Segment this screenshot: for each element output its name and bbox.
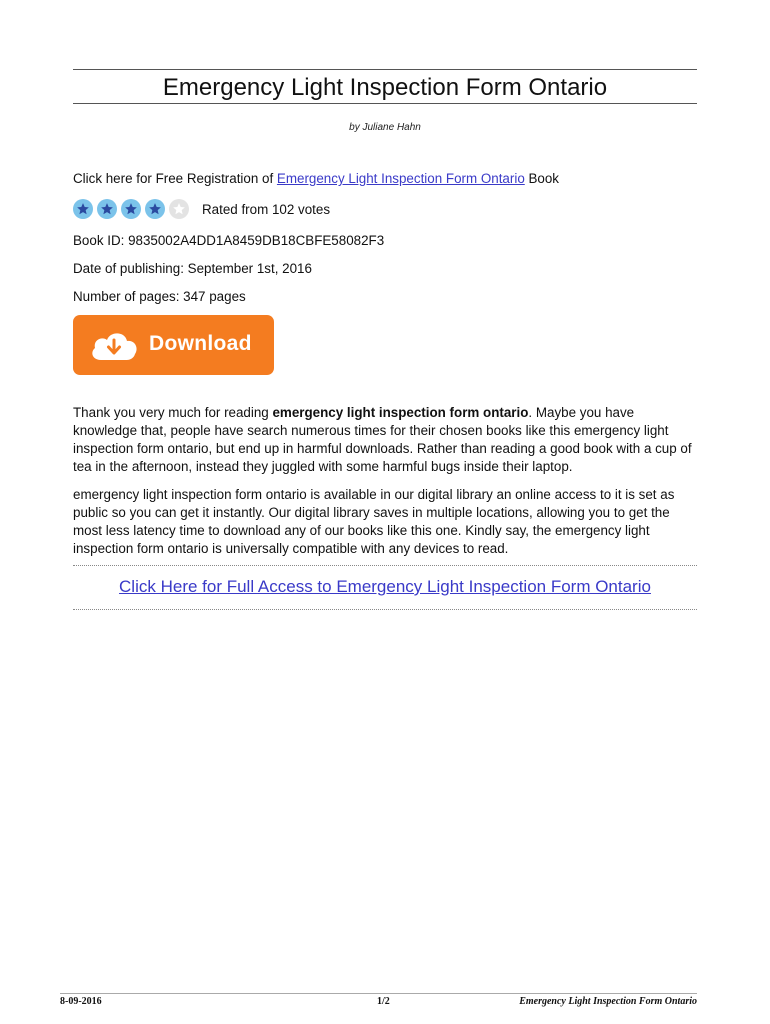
star-filled-icon (121, 199, 141, 219)
registration-line (73, 170, 559, 188)
dotted-divider-top (73, 565, 697, 566)
footer-rule (60, 993, 697, 994)
book-id: Book ID: 9835002A4DD1A8459DB18CBFE58082F3 (73, 233, 385, 248)
registration-link[interactable]: Emergency Light Inspection Form Ontario (276, 171, 525, 186)
star-filled-icon (97, 199, 117, 219)
page-title: Emergency Light Inspection Form Ontario (162, 74, 608, 101)
page-count: Number of pages: 347 pages (73, 289, 246, 304)
dotted-divider-bottom (73, 609, 697, 610)
intro-after: . Maybe you have knowledge that, people have search numerous times for their chosen books like this emergency light inspection form ontario, but end up in harmful downloads. Rather than reading a good book with a cup of tea in the afternoon, instead they juggled with some harmful bugs inside their laptop. (73, 405, 692, 474)
intro-bold: emergency light inspection form ontario (272, 405, 529, 420)
author-byline: by Juliane Hahn (349, 122, 421, 133)
title-top-rule (73, 69, 697, 70)
footer-page-number: 1/2 (377, 996, 390, 1007)
star-empty-icon (169, 199, 189, 219)
rating-text: Rated from 102 votes (202, 202, 331, 217)
star-rating (73, 199, 193, 221)
cloud-download-icon (87, 327, 141, 368)
title-bottom-rule (73, 103, 697, 104)
publishing-date: Date of publishing: September 1st, 2016 (73, 261, 312, 276)
download-button[interactable] (73, 315, 274, 375)
registration-suffix: Book (524, 171, 560, 186)
full-access-link[interactable]: Click Here for Full Access to Emergency Light Inspection Form Ontario (119, 577, 651, 596)
star-filled-icon (73, 199, 93, 219)
registration-prefix: Click here for Free Registration of (73, 171, 277, 186)
star-filled-icon (145, 199, 165, 219)
intro-paragraph (73, 404, 699, 476)
footer-date: 8-09-2016 (60, 996, 102, 1007)
download-label: Download (149, 332, 252, 355)
footer-title: Emergency Light Inspection Form Ontario (519, 996, 697, 1007)
library-paragraph: emergency light inspection form ontario is available in our digital library an online access to it is set as public so you can get it instantly. Our digital library saves in multiple locations, allowing you to get the most less latency time to download any of our books like this one. Kindly say, the emergency light inspection form ontario is universally compatible with any devices to read. (73, 487, 675, 556)
intro-before: Thank you very much for reading (73, 405, 273, 420)
